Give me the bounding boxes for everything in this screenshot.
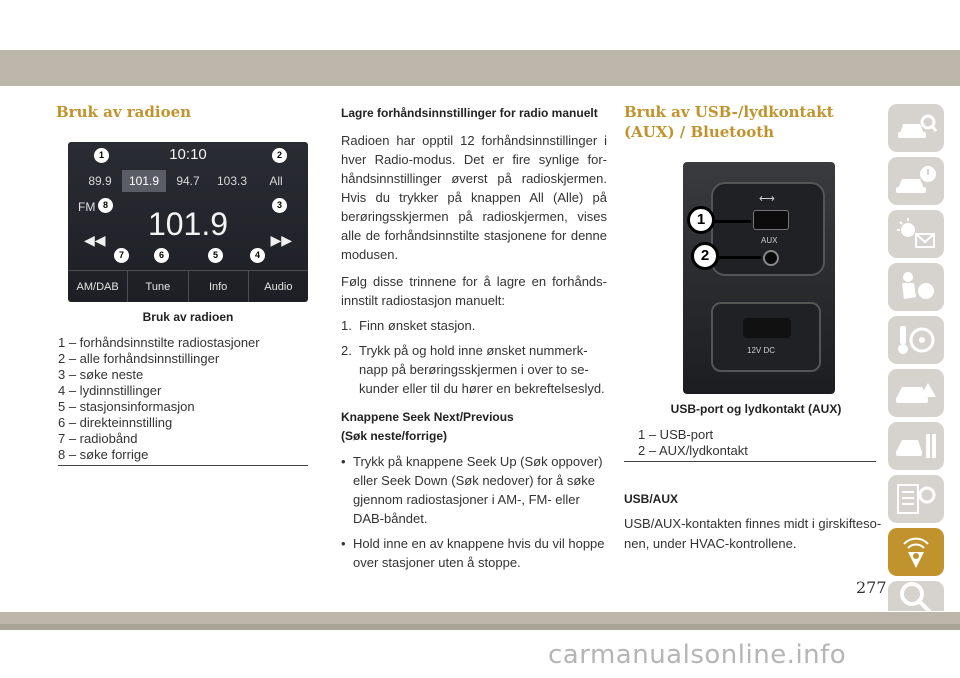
- legend-item: 2 – AUX/lydkontakt: [638, 443, 748, 458]
- usb-aux-photo: [683, 162, 835, 394]
- column-presets: [341, 104, 607, 572]
- callout-1: 1: [94, 148, 109, 163]
- radio-band-label: FM: [78, 200, 96, 214]
- bullet-text: Hold inne en av knappene hvis du vil hoppe over stasjoner uten å stoppe.: [353, 536, 605, 570]
- bullet-dot: •: [341, 454, 346, 469]
- usb-symbol-icon: ⟷: [759, 193, 775, 205]
- bullet-item: [341, 452, 607, 528]
- radio-bottom-bar: [68, 270, 308, 302]
- seat-airbag-icon: [894, 269, 938, 305]
- legend-item: 3 – søke neste: [58, 367, 144, 382]
- power-outlet-panel: [711, 302, 821, 372]
- car-search-icon: [894, 110, 938, 146]
- car-warning-icon: [894, 163, 938, 199]
- tab-car-tools[interactable]: [888, 422, 944, 470]
- callout-8: 8: [98, 198, 113, 213]
- paragraph: USB/AUX-kontakten finnes midt i girskifteso-nen, under HVAC-kontrollene.: [624, 516, 882, 551]
- legend-item: 4 – lydinnstillinger: [58, 383, 162, 398]
- figure-caption-usb: USB-port og lydkontakt (AUX): [670, 402, 842, 416]
- legend-item: 5 – stasjonsinformasjon: [58, 399, 195, 414]
- radio-button-audio: Audio: [264, 281, 293, 293]
- preset-selected: 101.9: [122, 170, 166, 192]
- bullet-dot: •: [341, 536, 346, 551]
- figure-caption-radio: Bruk av radioen: [142, 310, 234, 324]
- aux-jack: [763, 250, 779, 266]
- paragraph: Følg disse trinnene for å lagre en forhånds-innstilt radiostasjon manuelt:: [341, 274, 607, 308]
- callout-7: 7: [114, 248, 129, 263]
- usb-port: [753, 210, 789, 230]
- bottom-band-shadow: [0, 624, 960, 630]
- warning-light-message-icon: [894, 216, 938, 252]
- preset: 103.3: [216, 174, 248, 188]
- legend-item: 6 – direkteinnstilling: [58, 415, 173, 430]
- tab-key-steering[interactable]: [888, 316, 944, 364]
- tab-service-checklist[interactable]: [888, 475, 944, 523]
- bullet-text: Trykk på knappene Seek Up (Søk oppover) eller Seek Down (Søk nedover) for å søke gjennom radiostasjoner i AM-, FM- eller DAB-båndet.: [353, 454, 603, 526]
- top-band: [0, 50, 960, 86]
- legend-item: 7 – radiobånd: [58, 431, 138, 446]
- aux-label: AUX: [761, 236, 778, 245]
- radio-time: 10:10: [169, 146, 207, 163]
- numbered-step: [341, 316, 607, 335]
- callout-4: 4: [250, 248, 265, 263]
- bottom-band: [0, 612, 960, 624]
- bullet-item: [341, 534, 607, 572]
- section-heading-usb-aux: Bruk av USB-/lydkontakt (AUX) / Bluetooth: [624, 103, 834, 141]
- multimedia-icon: [894, 534, 938, 570]
- callout-2: 2: [272, 148, 287, 163]
- callout-3: 3: [272, 198, 287, 213]
- legend-item: 1 – forhåndsinnstilte radiostasjoner: [58, 335, 260, 350]
- step-text: Trykk på og hold inne ønsket nummerk-napp på berøringsskjermen i over to se-kunder eller til du hører en bekreftelseslyd.: [359, 343, 605, 396]
- car-hazard-icon: [894, 375, 938, 411]
- section-heading-radio: Bruk av radioen: [56, 103, 192, 121]
- tab-multimedia[interactable]: [888, 528, 944, 576]
- car-tools-icon: [894, 428, 938, 464]
- paragraph: Radioen har opptil 12 forhåndsinnstillinger i hver Radio-modus. Det er fire synlige for-håndsinnstillinger øverst på radioskjermen. Hvis du trykker på knappen All (Alle) på berøringsskjermen på radioskjermen, vises alle de forhåndsinnstilte stasjonene for denne modusen.: [341, 133, 607, 262]
- legend-radio: [58, 335, 260, 463]
- preset: 94.7: [176, 174, 200, 188]
- radio-presets: [78, 170, 298, 192]
- step-number: 2.: [341, 343, 352, 358]
- subheading-save-presets: Lagre forhåndsinnstillinger for radio manuelt: [341, 106, 598, 120]
- tab-car-warning[interactable]: [888, 157, 944, 205]
- usb-callout-1: 1: [687, 206, 715, 234]
- usb-aux-panel: [711, 182, 825, 276]
- dc-label: 12V DC: [747, 346, 776, 355]
- key-steering-wheel-icon: [894, 322, 938, 358]
- step-number: 1.: [341, 318, 352, 333]
- callout-5: 5: [208, 248, 223, 263]
- step-text: Finn ønsket stasjon.: [359, 318, 476, 333]
- tab-seat-airbag[interactable]: [888, 263, 944, 311]
- preset-all: All: [269, 174, 283, 188]
- tab-car-hazard[interactable]: [888, 369, 944, 417]
- radio-button-tune: Tune: [128, 271, 188, 302]
- callout-line-2: [715, 256, 761, 259]
- legend-divider: [58, 465, 308, 466]
- legend-divider: [624, 461, 876, 462]
- legend-item: 2 – alle forhåndsinnstillinger: [58, 351, 220, 366]
- radio-screen-image: [68, 142, 308, 302]
- tab-warning-lights[interactable]: [888, 210, 944, 258]
- legend-item: 1 – USB-port: [638, 427, 714, 442]
- seek-next-icon: ▶▶: [270, 232, 292, 248]
- legend-usb: [638, 427, 748, 459]
- subheading-usb-aux: USB/AUX: [624, 492, 679, 506]
- tab-car-search[interactable]: [888, 104, 944, 152]
- radio-frequency: 101.9: [147, 206, 229, 242]
- tab-search[interactable]: [888, 581, 944, 611]
- watermark: carmanualsonline.info: [548, 640, 847, 670]
- page-number: 277: [856, 578, 887, 597]
- radio-button-band: AM/DAB: [68, 271, 128, 302]
- callout-6: 6: [154, 248, 169, 263]
- legend-item: 8 – søke forrige: [58, 447, 149, 462]
- usb-callout-2: 2: [691, 242, 719, 270]
- preset: 89.9: [88, 174, 112, 188]
- subheading-seek-a: Knappene Seek Next/Previous: [341, 410, 514, 424]
- power-plug: [743, 318, 791, 338]
- subheading-seek-b: (Søk neste/forrige): [341, 429, 448, 443]
- seek-previous-icon: ◀◀: [84, 232, 106, 248]
- numbered-step: [341, 341, 607, 398]
- search-icon: [894, 578, 938, 614]
- radio-button-info: Info: [189, 271, 249, 302]
- service-checklist-icon: [894, 481, 938, 517]
- callout-line-1: [713, 220, 751, 223]
